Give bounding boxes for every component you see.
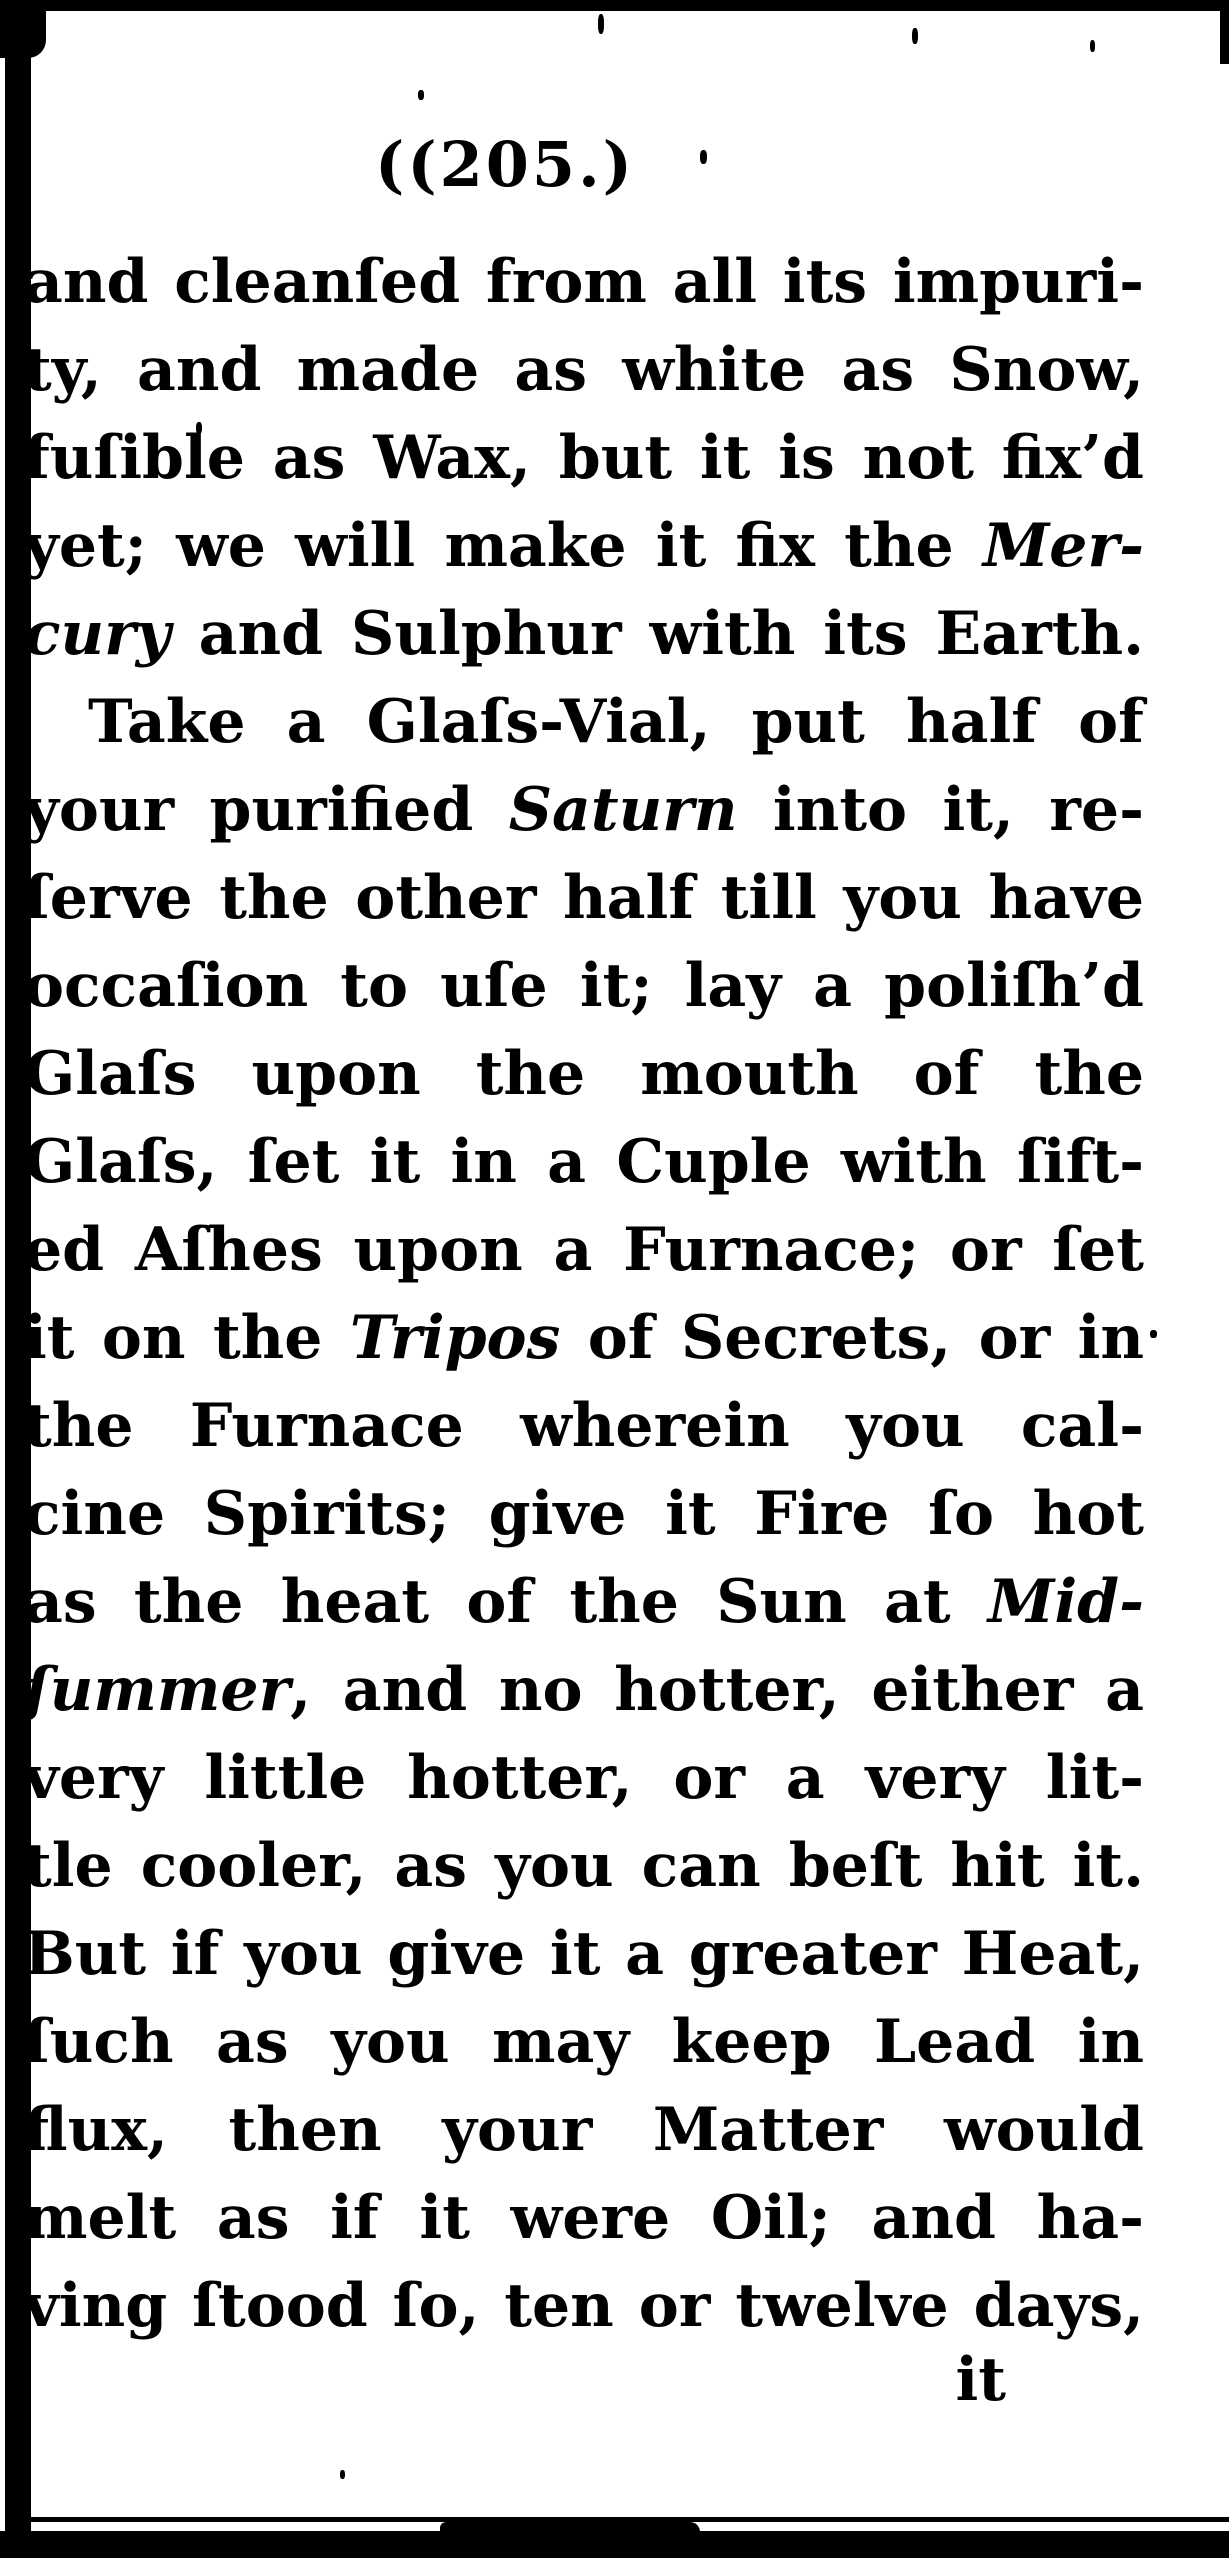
text-segment: occaſion to uſe it; lay a poliſh’d (24, 951, 1144, 1021)
text-segment: your purified (24, 775, 509, 845)
text-segment: tle cooler, as you can beſt hit it. (24, 1831, 1144, 1901)
text-segment: very little hotter, or a very lit- (24, 1743, 1144, 1813)
catchword: it (955, 2345, 1006, 2415)
text-segment: the Furnace wherein you cal- (24, 1391, 1144, 1461)
text-line (24, 942, 1144, 1030)
text-line (24, 238, 1144, 326)
text-segment: as the heat of the Sun at (24, 1567, 988, 1637)
text-line (24, 1030, 1144, 1118)
text-line (24, 1118, 1144, 1206)
italic-text-segment: Saturn (508, 775, 738, 845)
ink-speck (1150, 1330, 1157, 1338)
text-segment: fuſible as Wax, but it is not fix’d (24, 423, 1144, 493)
text-segment: yet; we will make it fix the (24, 511, 983, 581)
italic-text-segment: cury (24, 599, 171, 669)
ink-speck (340, 2470, 345, 2479)
text-line (24, 1558, 1144, 1646)
text-line (24, 1822, 1144, 1910)
text-line (24, 678, 1144, 766)
text-line (24, 1734, 1144, 1822)
scan-border-top (0, 0, 1229, 11)
text-segment: ving ſtood ſo, ten or twelve days, (24, 2271, 1144, 2341)
text-segment: ed Aſhes upon a Furnace; or ſet (24, 1215, 1144, 1285)
italic-text-segment: Mer- (982, 511, 1144, 581)
text-line (24, 414, 1144, 502)
text-line (24, 326, 1144, 414)
text-segment: and Sulphur with its Earth. (170, 599, 1144, 669)
ink-speck (418, 90, 424, 100)
text-line (24, 502, 1144, 590)
text-segment: ty, and made as white as Snow, (24, 335, 1144, 405)
text-segment: cine Spirits; give it Fire ſo hot (24, 1479, 1144, 1549)
text-segment: ſerve the other half till you have (24, 863, 1144, 933)
text-segment: Take a Glaſs-Vial, put half of (88, 687, 1144, 757)
text-segment: ſuch as you may keep Lead in (24, 2007, 1144, 2077)
italic-text-segment: Mid- (987, 1567, 1144, 1637)
text-line (24, 766, 1144, 854)
text-segment: Glaſs, ſet it in a Cuple with ſift- (24, 1127, 1144, 1197)
text-line (24, 590, 1144, 678)
text-segment: flux, then your Matter would (24, 2095, 1144, 2165)
text-line (24, 2174, 1144, 2262)
text-line (24, 1382, 1144, 1470)
scan-border-bottom (0, 2531, 1229, 2558)
text-line (24, 854, 1144, 942)
text-segment: into it, re- (737, 775, 1144, 845)
text-line (24, 1910, 1144, 1998)
text-line (24, 1470, 1144, 1558)
text-block (24, 238, 1144, 2350)
italic-text-segment: Tripos (349, 1303, 561, 1373)
ink-speck (912, 28, 918, 44)
ink-speck (1090, 40, 1095, 52)
text-line (24, 1998, 1144, 2086)
text-segment: But if you give it a greater Heat, (24, 1919, 1144, 1989)
text-line (24, 2086, 1144, 2174)
text-line (24, 1646, 1144, 1734)
italic-text-segment: ſummer (24, 1655, 291, 1725)
text-segment: melt as if it were Oil; and ha- (24, 2183, 1144, 2253)
text-segment: of Secrets, or in (560, 1303, 1145, 1373)
text-segment: Glaſs upon the mouth of the (24, 1039, 1144, 1109)
scan-corner-top-right (1220, 0, 1229, 64)
text-segment: , and no hotter, either a (290, 1655, 1144, 1725)
ink-speck (598, 14, 604, 34)
text-segment: and cleanſed from all its impuri- (24, 247, 1144, 317)
text-segment: it on the (24, 1303, 350, 1373)
text-line (24, 1294, 1144, 1382)
text-line (24, 1206, 1144, 1294)
page-number: ((205.) (374, 128, 635, 201)
